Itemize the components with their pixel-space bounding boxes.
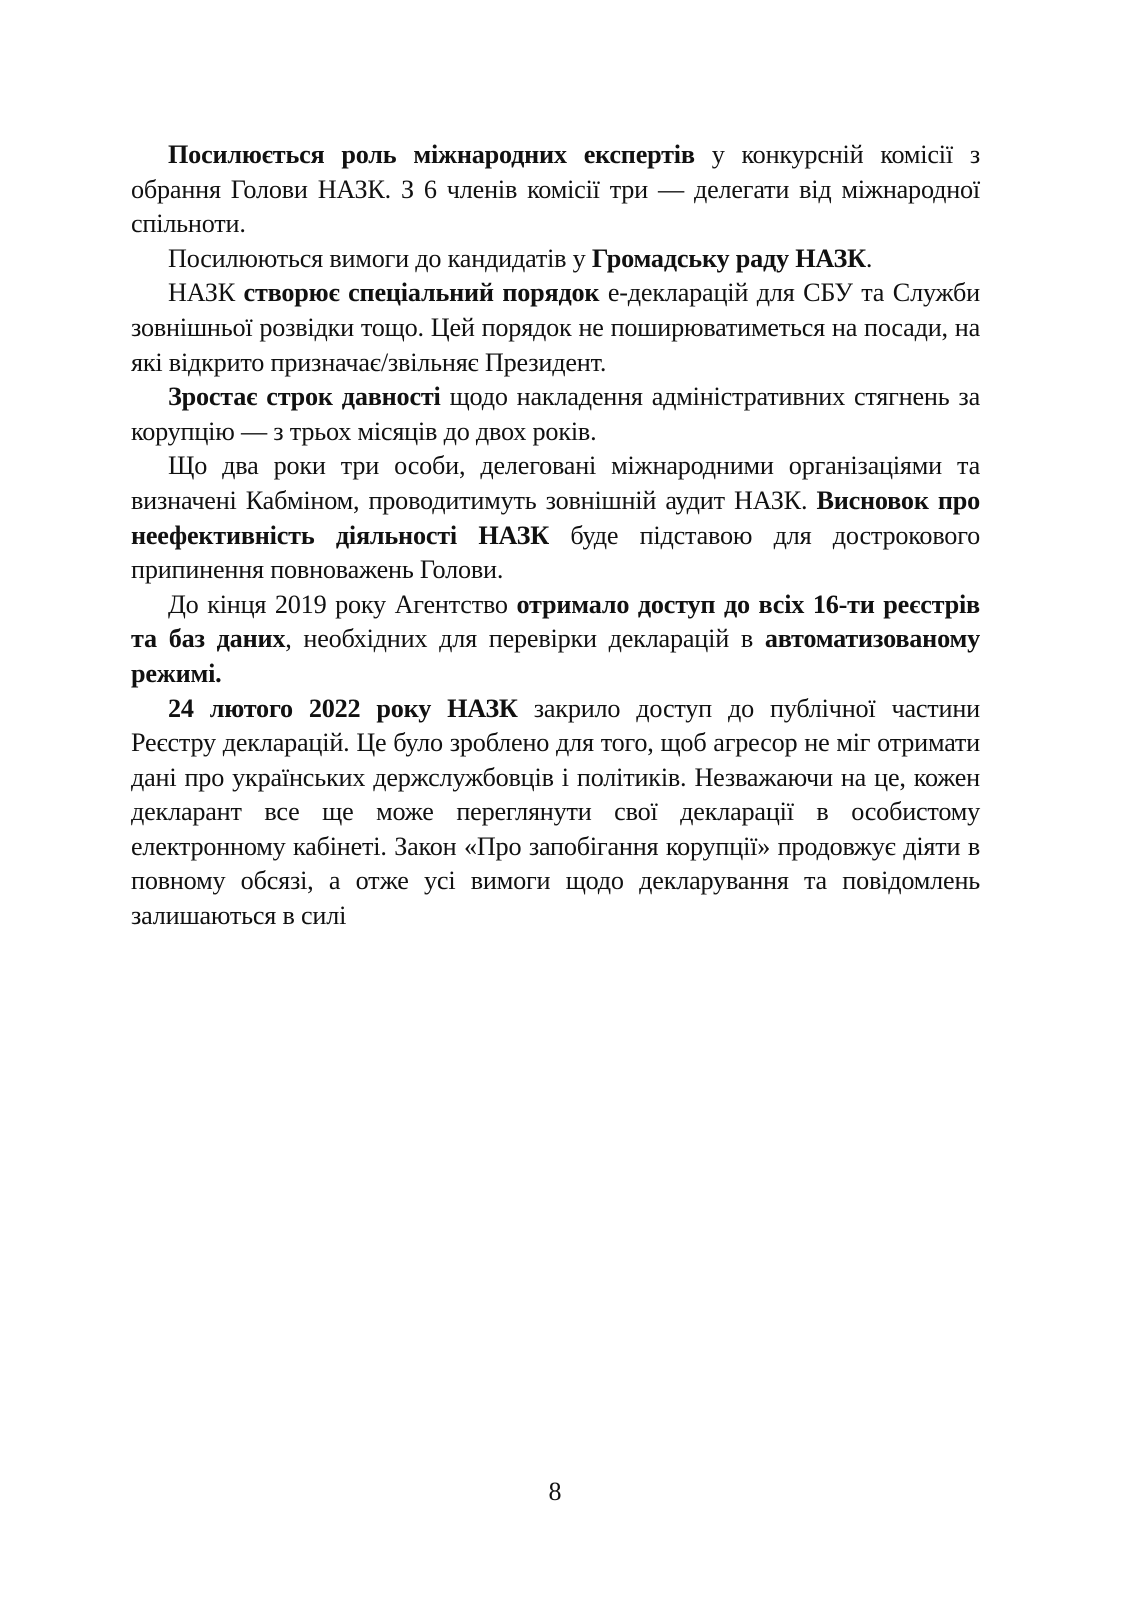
text-run: НАЗК <box>168 278 244 308</box>
text-run: щодо накладення адміністративних стягнень за корупцію — з трьох місяців до двох років. <box>131 382 980 446</box>
text-run: Що два роки три особи, делеговані міжнародними організаціями та визначені Кабміном, проводитимуть зовнішній аудит НАЗК. <box>131 451 980 515</box>
text-run: . <box>865 243 873 273</box>
paragraph-registry-access <box>131 588 980 692</box>
text-run: е-декларацій для СБУ та Служби зовнішньої розвідки тощо. Цей порядок не поширюватиметься на посади, на які відкрито призначає/звільняє Президент. <box>131 278 980 377</box>
text-run: Посилюються вимоги до кандидатів у <box>168 243 592 273</box>
text-run: Громадську раду НАЗК <box>591 243 866 273</box>
text-run: 24 лютого 2022 року НАЗК <box>168 693 518 723</box>
text-run: , необхідних для перевірки декларацій в <box>285 624 765 654</box>
paragraph-external-audit <box>131 449 980 587</box>
text-run: Зростає строк давності <box>168 382 441 412</box>
paragraph-international-experts <box>131 138 980 242</box>
paragraph-registry-closure <box>131 692 980 934</box>
text-run: автоматизованому режимі. <box>131 624 980 688</box>
text-run: буде підставою для дострокового припинення повноважень Голови. <box>131 520 980 585</box>
paragraph-special-procedure <box>131 276 980 380</box>
text-run: Висновок про неефективність діяльності НАЗК <box>131 485 980 550</box>
paragraph-limitation-period <box>131 380 980 449</box>
text-run: у конкурсній комісії з обрання Голови НАЗК. З 6 членів комісії три — делегати від міжнародної спільноти. <box>131 140 980 239</box>
page-number: 8 <box>548 1477 562 1506</box>
text-run: До кінця 2019 року Агентство <box>168 589 517 619</box>
paragraph-public-council <box>131 242 980 277</box>
text-run: отримало доступ до всіх 16-ти реєстрів та баз даних <box>131 589 980 654</box>
text-run: закрило доступ до публічної частини Реєстру декларацій. Це було зроблено для того, щоб агресор не міг отримати дані про українських держслужбовців і політиків. Незважаючи на це, кожен декларант все ще може переглянути свої декларації в особистому електронному кабінеті. Закон «Про запобігання корупції» продовжує діяти в повному обсязі, а отже усі вимоги щодо декларування та повідомлень залишаються в силі <box>131 693 980 931</box>
text-run: створює спеціальний порядок <box>243 278 600 308</box>
document-body <box>131 138 980 934</box>
text-run: Посилюється роль міжнародних експертів <box>168 140 695 169</box>
